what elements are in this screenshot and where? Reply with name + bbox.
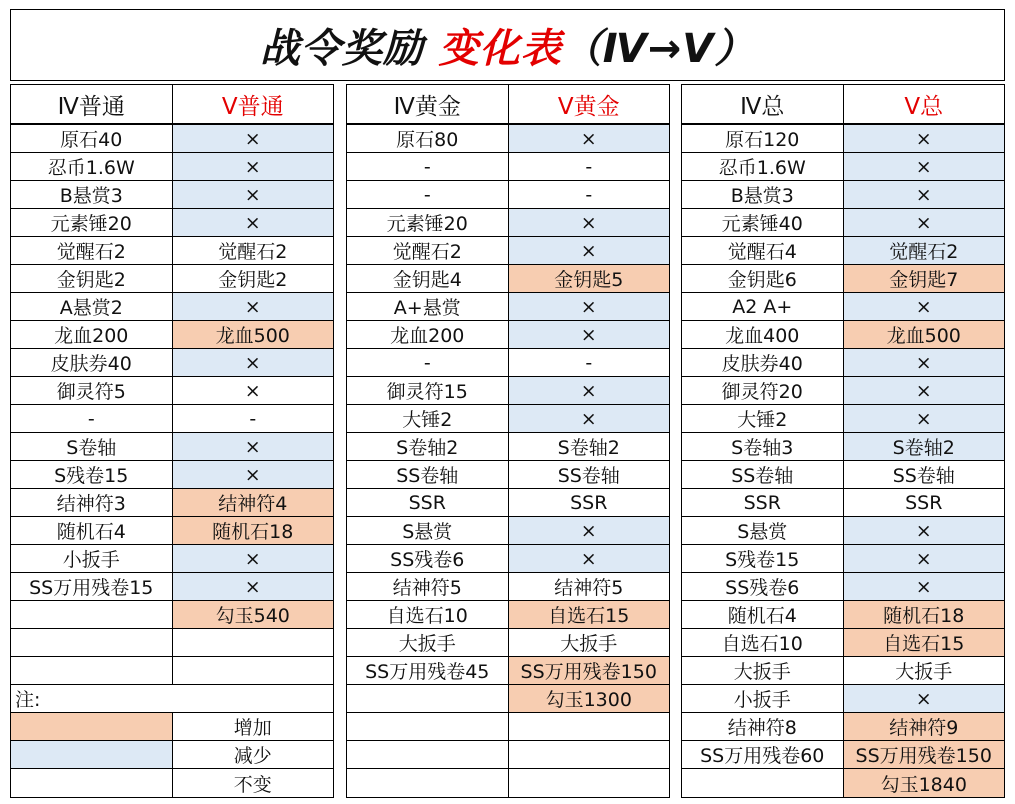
cell-new: 自选石15 xyxy=(509,601,670,629)
cell-old: B悬赏3 xyxy=(682,181,844,209)
cell-old: 觉醒石2 xyxy=(11,237,173,265)
title-banner xyxy=(10,9,1005,81)
table-row xyxy=(11,461,333,489)
table-row xyxy=(682,461,1004,489)
cell-new: - xyxy=(173,405,334,433)
cell-old: SS万用残卷15 xyxy=(11,573,173,601)
cell-old xyxy=(347,685,509,713)
cell-old: SS卷轴 xyxy=(682,461,844,489)
cell-new: 随机石18 xyxy=(173,517,334,545)
cell-old: 随机石4 xyxy=(682,601,844,629)
cell-old: 龙血200 xyxy=(347,321,509,349)
cell-new: × xyxy=(173,461,334,489)
cell-new: - xyxy=(509,349,670,377)
header-new: Ⅴ黄金 xyxy=(557,93,620,120)
table-row xyxy=(682,573,1004,601)
cell-old: SSR xyxy=(682,489,844,517)
title-suffix: （Ⅳ→Ⅴ） xyxy=(561,25,756,72)
table-row xyxy=(11,489,333,517)
cell-new: - xyxy=(509,181,670,209)
cell-new xyxy=(173,657,334,685)
cell-new: SS卷轴 xyxy=(844,461,1005,489)
cell-new: 大扳手 xyxy=(844,657,1005,685)
cell-new: 金钥匙2 xyxy=(173,265,334,293)
table-row xyxy=(11,153,333,181)
cell-old: 皮肤券40 xyxy=(682,349,844,377)
cell-old: S悬赏 xyxy=(682,517,844,545)
table-row xyxy=(682,377,1004,405)
cell-new: 自选石15 xyxy=(844,629,1005,657)
table-row xyxy=(347,433,669,461)
cell-old: B悬赏3 xyxy=(11,181,173,209)
legend-row xyxy=(11,741,333,769)
table-row xyxy=(347,265,669,293)
legend-title: 注: xyxy=(11,685,333,713)
cell-new: × xyxy=(844,685,1005,713)
cell-old: 忍币1.6W xyxy=(11,153,173,181)
table-row xyxy=(682,657,1004,685)
table-row xyxy=(347,461,669,489)
cell-new: × xyxy=(509,377,670,405)
cell-new: × xyxy=(173,545,334,573)
cell-old: 自选石10 xyxy=(682,629,844,657)
cell-old: SS残卷6 xyxy=(347,545,509,573)
legend-row xyxy=(11,769,333,797)
cell-new: SSR xyxy=(509,489,670,517)
cell-old xyxy=(347,713,509,741)
cell-new xyxy=(173,629,334,657)
cell-old: 觉醒石2 xyxy=(347,237,509,265)
legend-row xyxy=(11,713,333,741)
cell-old: S卷轴 xyxy=(11,433,173,461)
cell-new: 勾玉1840 xyxy=(844,769,1005,797)
table-row xyxy=(11,657,333,685)
cell-new: 觉醒石2 xyxy=(844,237,1005,265)
table-body xyxy=(682,125,1004,797)
table-row xyxy=(11,433,333,461)
cell-new: × xyxy=(509,321,670,349)
table-row xyxy=(347,629,669,657)
cell-old: S悬赏 xyxy=(347,517,509,545)
cell-old: 原石80 xyxy=(347,125,509,153)
cell-new: SS万用残卷150 xyxy=(844,741,1005,769)
cell-new: × xyxy=(173,573,334,601)
cell-new: × xyxy=(844,545,1005,573)
cell-new: × xyxy=(173,293,334,321)
table-row xyxy=(11,321,333,349)
cell-old: SS卷轴 xyxy=(347,461,509,489)
legend-label: 不变 xyxy=(233,773,272,796)
table-row xyxy=(682,265,1004,293)
table-row xyxy=(11,237,333,265)
cell-old: 原石120 xyxy=(682,125,844,153)
table-row xyxy=(682,517,1004,545)
cell-new: × xyxy=(844,349,1005,377)
cell-new: × xyxy=(173,181,334,209)
table-row xyxy=(347,601,669,629)
legend-label: 减少 xyxy=(173,741,334,769)
cell-new: × xyxy=(844,181,1005,209)
cell-new: × xyxy=(844,377,1005,405)
table-row xyxy=(347,237,669,265)
cell-old xyxy=(11,601,173,629)
table-row xyxy=(11,629,333,657)
table-row xyxy=(682,741,1004,769)
cell-old: 龙血200 xyxy=(11,321,173,349)
table-row xyxy=(11,349,333,377)
cell-old: S卷轴3 xyxy=(682,433,844,461)
cell-old: 龙血400 xyxy=(682,321,844,349)
legend-swatch xyxy=(11,769,173,797)
cell-old: 小扳手 xyxy=(11,545,173,573)
cell-new: × xyxy=(173,125,334,153)
table-header xyxy=(11,85,333,125)
cell-old: 大锤2 xyxy=(682,405,844,433)
cell-old: A悬赏2 xyxy=(11,293,173,321)
table-row xyxy=(682,125,1004,153)
cell-new: 金钥匙5 xyxy=(509,265,670,293)
cell-old: 元素锤20 xyxy=(347,209,509,237)
cell-old xyxy=(347,741,509,769)
table-header xyxy=(682,85,1004,125)
cell-new: 勾玉1300 xyxy=(509,685,670,713)
table-row xyxy=(11,293,333,321)
cell-old xyxy=(11,657,173,685)
panel-total xyxy=(681,84,1005,798)
table-row xyxy=(347,741,669,769)
cell-old xyxy=(11,629,173,657)
table-header xyxy=(347,85,669,125)
table-row xyxy=(347,769,669,797)
cell-old: 皮肤券40 xyxy=(11,349,173,377)
table-row xyxy=(347,713,669,741)
table-body xyxy=(347,125,669,797)
cell-new xyxy=(509,713,670,741)
cell-old: 自选石10 xyxy=(347,601,509,629)
table-row xyxy=(347,125,669,153)
cell-old: S残卷15 xyxy=(682,545,844,573)
cell-new: × xyxy=(509,209,670,237)
cell-old: 觉醒石4 xyxy=(682,237,844,265)
table-row xyxy=(11,601,333,629)
title-highlight: 变化表 xyxy=(438,25,562,72)
cell-old: A2 A+ xyxy=(682,293,844,321)
table-row xyxy=(11,265,333,293)
table-row xyxy=(682,685,1004,713)
table-row xyxy=(11,405,333,433)
header-old: Ⅳ总 xyxy=(682,85,844,123)
cell-new: × xyxy=(509,293,670,321)
table-row xyxy=(11,517,333,545)
cell-old: 金钥匙4 xyxy=(347,265,509,293)
cell-old: 结神符5 xyxy=(347,573,509,601)
table-row xyxy=(347,293,669,321)
table-row xyxy=(347,153,669,181)
table-row xyxy=(347,181,669,209)
cell-new: 龙血500 xyxy=(173,321,334,349)
cell-old: SS万用残卷60 xyxy=(682,741,844,769)
cell-new: × xyxy=(173,349,334,377)
table-row xyxy=(682,545,1004,573)
cell-old: 原石40 xyxy=(11,125,173,153)
cell-old: 随机石4 xyxy=(11,517,173,545)
cell-old: 大扳手 xyxy=(682,657,844,685)
cell-new: S卷轴2 xyxy=(509,433,670,461)
cell-old: SS万用残卷45 xyxy=(347,657,509,685)
cell-new: 觉醒石2 xyxy=(173,237,334,265)
table-row xyxy=(682,405,1004,433)
table-row xyxy=(682,629,1004,657)
cell-old: - xyxy=(347,349,509,377)
cell-new: × xyxy=(173,153,334,181)
cell-new: - xyxy=(509,153,670,181)
panel-gold xyxy=(346,84,670,798)
table-row xyxy=(682,489,1004,517)
cell-new xyxy=(509,769,670,797)
cell-new: × xyxy=(844,209,1005,237)
cell-old: 元素锤20 xyxy=(11,209,173,237)
cell-new: 结神符4 xyxy=(173,489,334,517)
table-row xyxy=(347,321,669,349)
table-row xyxy=(347,349,669,377)
cell-new: × xyxy=(844,125,1005,153)
cell-new: × xyxy=(844,405,1005,433)
cell-new: × xyxy=(509,405,670,433)
cell-new xyxy=(509,741,670,769)
cell-old: 金钥匙6 xyxy=(682,265,844,293)
cell-old: 金钥匙2 xyxy=(11,265,173,293)
cell-new: SS万用残卷150 xyxy=(509,657,670,685)
table-row xyxy=(682,769,1004,797)
table-row xyxy=(682,237,1004,265)
cell-new: 结神符9 xyxy=(844,713,1005,741)
cell-old: 御灵符5 xyxy=(11,377,173,405)
legend-swatch xyxy=(11,713,173,741)
cell-old: 忍币1.6W xyxy=(682,153,844,181)
cell-new: × xyxy=(844,153,1005,181)
header-old: Ⅳ黄金 xyxy=(347,85,509,123)
cell-old: A+悬赏 xyxy=(347,293,509,321)
cell-new: × xyxy=(509,545,670,573)
table-row xyxy=(347,545,669,573)
cell-old: 御灵符15 xyxy=(347,377,509,405)
table-row xyxy=(11,545,333,573)
cell-new: 金钥匙7 xyxy=(844,265,1005,293)
legend-label: 增加 xyxy=(173,713,334,741)
cell-old: - xyxy=(347,181,509,209)
table-row xyxy=(11,209,333,237)
legend-swatch xyxy=(11,741,173,769)
cell-old: - xyxy=(347,153,509,181)
table-row xyxy=(682,181,1004,209)
table-row xyxy=(347,377,669,405)
cell-new: × xyxy=(173,433,334,461)
cell-old xyxy=(347,769,509,797)
cell-new: × xyxy=(844,573,1005,601)
cell-new: 大扳手 xyxy=(509,629,670,657)
table-row xyxy=(682,601,1004,629)
cell-new: × xyxy=(844,517,1005,545)
cell-old: 御灵符20 xyxy=(682,377,844,405)
cell-new: 龙血500 xyxy=(844,321,1005,349)
cell-old: 小扳手 xyxy=(682,685,844,713)
cell-old xyxy=(682,769,844,797)
table-row xyxy=(682,713,1004,741)
page-title xyxy=(260,17,755,74)
table-row xyxy=(347,517,669,545)
cell-old: 结神符8 xyxy=(682,713,844,741)
cell-new: 勾玉540 xyxy=(173,601,334,629)
cell-new: × xyxy=(173,209,334,237)
table-row xyxy=(682,433,1004,461)
header-new: Ⅴ普通 xyxy=(221,93,284,120)
table-row xyxy=(11,573,333,601)
cell-old: 大扳手 xyxy=(347,629,509,657)
cell-new: 随机石18 xyxy=(844,601,1005,629)
cell-new: × xyxy=(509,237,670,265)
table-row xyxy=(11,377,333,405)
cell-old: S卷轴2 xyxy=(347,433,509,461)
panel-normal xyxy=(10,84,334,798)
table-row xyxy=(347,573,669,601)
table-row xyxy=(347,657,669,685)
table-body xyxy=(11,125,333,797)
header-new: Ⅴ总 xyxy=(904,93,944,120)
legend-title-row xyxy=(11,685,333,713)
title-prefix: 战令奖励 xyxy=(259,25,439,72)
cell-old: SS残卷6 xyxy=(682,573,844,601)
table-row xyxy=(682,209,1004,237)
cell-old: SSR xyxy=(347,489,509,517)
cell-old: S残卷15 xyxy=(11,461,173,489)
cell-new: × xyxy=(844,293,1005,321)
table-row xyxy=(682,293,1004,321)
cell-old: 元素锤40 xyxy=(682,209,844,237)
cell-old: - xyxy=(11,405,173,433)
cell-old: 大锤2 xyxy=(347,405,509,433)
cell-new: SSR xyxy=(844,489,1005,517)
table-row xyxy=(11,181,333,209)
cell-new: × xyxy=(509,517,670,545)
table-row xyxy=(682,349,1004,377)
table-row xyxy=(347,685,669,713)
table-row xyxy=(347,209,669,237)
cell-new: S卷轴2 xyxy=(844,433,1005,461)
cell-new: 结神符5 xyxy=(509,573,670,601)
table-row xyxy=(682,321,1004,349)
table-row xyxy=(347,489,669,517)
table-row xyxy=(682,153,1004,181)
cell-new: × xyxy=(509,125,670,153)
cell-old: 结神符3 xyxy=(11,489,173,517)
table-row xyxy=(11,125,333,153)
table-row xyxy=(347,405,669,433)
header-old: Ⅳ普通 xyxy=(11,85,173,123)
cell-new: × xyxy=(173,377,334,405)
cell-new: SS卷轴 xyxy=(509,461,670,489)
